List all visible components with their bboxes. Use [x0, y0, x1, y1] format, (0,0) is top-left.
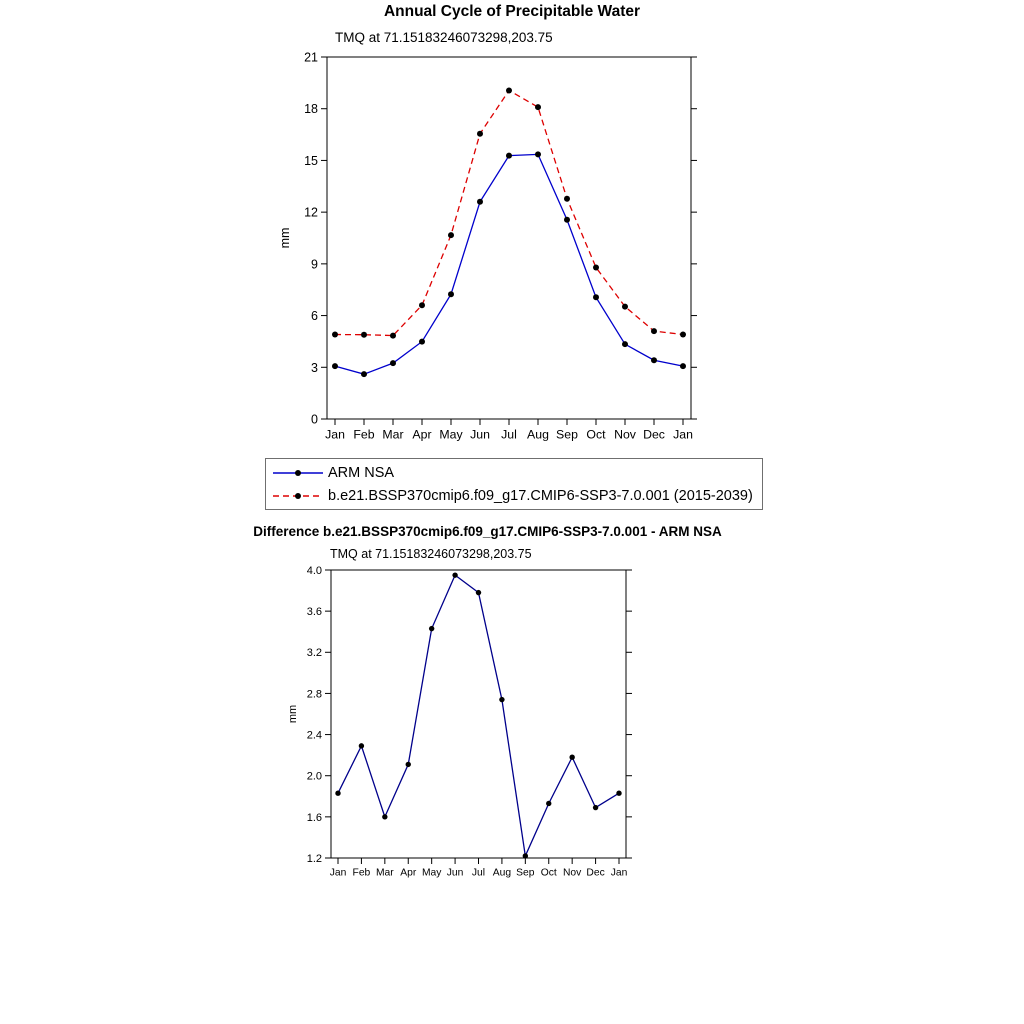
x-tick-label: May — [421, 867, 442, 879]
x-tick-label: Dec — [643, 427, 665, 442]
top-chart-plot-area — [260, 48, 730, 448]
x-tick-label: Oct — [586, 427, 606, 442]
x-tick-label: Aug — [527, 427, 549, 442]
data-point-marker — [616, 791, 621, 796]
tick-labels — [287, 565, 628, 878]
data-point-marker — [622, 341, 628, 347]
axes — [321, 57, 697, 425]
data-point-marker — [406, 762, 411, 767]
data-point-marker — [448, 291, 454, 297]
data-point-marker — [564, 217, 570, 223]
series-line-0 — [338, 575, 619, 856]
data-point-marker — [419, 339, 425, 345]
x-tick-label: Jul — [471, 867, 486, 879]
data-point-marker — [476, 590, 481, 595]
legend-label-model: b.e21.BSSP370cmip6.f09_g17.CMIP6-SSP3-7.0.001 (2015-2039) — [328, 487, 753, 504]
data-point-marker — [535, 151, 541, 157]
data-point-marker — [622, 304, 628, 310]
x-tick-label: Apr — [412, 427, 432, 442]
x-tick-label: Jun — [446, 867, 464, 879]
data-point-marker — [593, 294, 599, 300]
y-tick-label: 3.2 — [306, 647, 322, 660]
x-tick-label: Nov — [563, 867, 582, 879]
y-axis-label: mm — [278, 227, 292, 249]
x-tick-label: Nov — [614, 427, 636, 442]
y-tick-label: 1.6 — [306, 811, 322, 824]
difference-chart-plot-area — [270, 560, 700, 890]
data-point-marker — [506, 87, 512, 93]
x-tick-label: Dec — [586, 867, 605, 879]
data-point-marker — [680, 363, 686, 369]
data-point-marker — [452, 572, 457, 577]
data-point-marker — [477, 131, 483, 137]
y-tick-label: 15 — [304, 153, 318, 168]
y-tick-label: 3 — [311, 360, 318, 375]
difference-chart-title: Difference b.e21.BSSP370cmip6.f09_g17.CMIP6-SSP3-7.0.001 - ARM NSA — [253, 524, 722, 539]
y-tick-label: 9 — [311, 257, 318, 272]
x-tick-label: Jul — [501, 427, 517, 442]
difference-plot — [270, 560, 700, 890]
x-tick-label: Sep — [516, 867, 535, 879]
data-point-marker — [390, 333, 396, 339]
top-chart-subtitle: TMQ at 71.15183246073298,203.75 — [335, 30, 553, 45]
x-tick-label: Feb — [352, 867, 371, 879]
x-tick-label: Jan — [325, 427, 345, 442]
y-tick-label: 6 — [311, 309, 318, 324]
data-point-marker — [477, 199, 483, 205]
legend-label-arm-nsa: ARM NSA — [328, 464, 395, 481]
data-point-marker — [499, 697, 504, 702]
data-point-marker — [335, 791, 340, 796]
data-point-marker — [593, 805, 598, 810]
axes — [325, 570, 632, 864]
data-point-marker — [680, 332, 686, 338]
y-tick-label: 0 — [311, 412, 318, 427]
data-point-marker — [535, 104, 541, 110]
data-point-marker — [359, 743, 364, 748]
x-tick-label: Apr — [400, 867, 417, 879]
legend-line-sample-red-dashed — [271, 488, 325, 504]
series-markers-0 — [335, 572, 621, 858]
y-tick-label: 2.4 — [306, 729, 322, 742]
y-tick-label: 4.0 — [306, 564, 322, 577]
data-point-marker — [546, 801, 551, 806]
x-tick-label: Oct — [540, 867, 557, 879]
legend-sample-marker — [295, 493, 301, 499]
data-point-marker — [506, 153, 512, 159]
y-tick-label: 1.2 — [306, 852, 322, 865]
data-point-marker — [382, 814, 387, 819]
y-tick-label: 2.8 — [306, 688, 322, 701]
data-point-marker — [361, 371, 367, 377]
y-tick-label: 18 — [304, 102, 318, 117]
x-tick-label: May — [439, 427, 463, 442]
data-point-marker — [332, 332, 338, 338]
series-line-0 — [335, 154, 683, 374]
data-point-marker — [429, 626, 434, 631]
x-tick-label: Jan — [610, 867, 628, 879]
plot-frame — [331, 570, 626, 858]
plot-frame — [327, 57, 691, 419]
series-line-1 — [335, 90, 683, 335]
y-tick-label: 12 — [304, 205, 318, 220]
y-axis-label: mm — [287, 704, 299, 724]
legend-line-sample-blue — [271, 465, 325, 481]
legend — [265, 458, 763, 510]
x-tick-label: Mar — [375, 867, 394, 879]
legend-sample-marker — [295, 470, 301, 476]
data-point-marker — [448, 232, 454, 238]
y-tick-label: 2.0 — [306, 770, 322, 783]
x-tick-label: Sep — [556, 427, 578, 442]
series-markers-1 — [332, 87, 686, 338]
legend-entry-arm-nsa — [266, 461, 762, 484]
data-point-marker — [593, 264, 599, 270]
x-tick-label: Jan — [329, 867, 347, 879]
data-point-marker — [419, 302, 425, 308]
top-chart-title: Annual Cycle of Precipitable Water — [383, 3, 641, 20]
x-tick-label: Mar — [382, 427, 404, 442]
y-tick-label: 21 — [304, 50, 318, 65]
data-point-marker — [651, 328, 657, 334]
data-point-marker — [390, 360, 396, 366]
data-point-marker — [569, 755, 574, 760]
x-tick-label: Jun — [470, 427, 490, 442]
y-tick-label: 3.6 — [306, 606, 322, 619]
annual-cycle-plot — [260, 48, 730, 448]
data-point-marker — [361, 332, 367, 338]
legend-entry-model — [266, 484, 762, 507]
tick-labels — [278, 51, 693, 442]
difference-chart-subtitle: TMQ at 71.15183246073298,203.75 — [330, 547, 532, 561]
x-tick-label: Feb — [353, 427, 375, 442]
series-markers-0 — [332, 151, 686, 377]
data-point-marker — [564, 196, 570, 202]
data-point-marker — [332, 363, 338, 369]
x-tick-label: Jan — [673, 427, 693, 442]
data-point-marker — [651, 357, 657, 363]
data-point-marker — [523, 853, 528, 858]
x-tick-label: Aug — [492, 867, 512, 879]
